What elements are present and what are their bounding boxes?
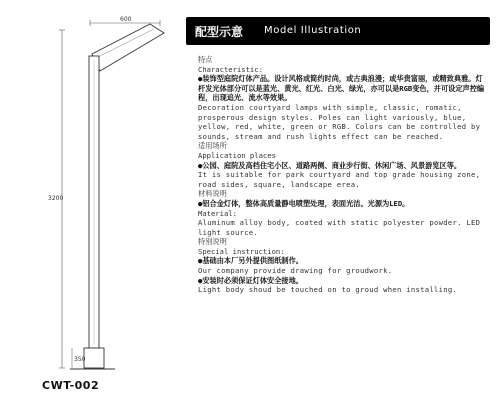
model-code: CWT-002 (42, 379, 100, 392)
material-heading-en: Material: (198, 208, 237, 218)
special-en-1: Our company provide drawing for groudwork. (198, 266, 393, 276)
material-en: Aluminum alloy body, coated with static polyester powder. LED light source. (198, 218, 485, 237)
places-cn: ●公园、庭院及高档住宅小区、道路两侧、商业步行街、休闲广场、风景游览区等。 (198, 160, 462, 170)
places-heading-en: Application places (198, 150, 276, 160)
characteristic-heading-en: Characteristic: (198, 64, 263, 74)
lamp-pole (89, 56, 99, 348)
characteristic-cn: ●装饰型庭院灯体产品。设计风格或简约时尚，或古典浪漫；或华贵富丽，或精致典雅。灯杆发光体部分可以是蓝光、黄光、红光、白光、绿光，亦可以是RGB变色，并可设定声控编程，出现追光、流水等效果。 (198, 74, 485, 103)
dim-top-label: 600 (120, 16, 132, 23)
material-cn: ●铝合金灯体，整体高质量静电喷塑处理，表面光洁。光源为LED。 (198, 198, 410, 208)
description-content (198, 55, 488, 295)
header-title-cn: 配型示意 (195, 25, 244, 39)
special-cn-2: ●安装时必须保证灯体安全接地。 (198, 275, 303, 285)
special-heading-en: Special instruction: (198, 246, 285, 256)
characteristic-en: Decoration courtyard lamps with simple, classic, romatic, prosperous design styles. Poles can light variously, blue, yellow, red, white, green or RGB. Colors can be controlled by sounds, stream and rush lights effect can be reached. (198, 102, 485, 141)
characteristic-heading-cn: 特点 (198, 55, 213, 64)
height-dimension (48, 30, 65, 368)
places-heading-cn: 适用场所 (198, 141, 227, 151)
lamp-drawing (0, 0, 180, 401)
special-heading-cn: 特别说明 (198, 237, 227, 247)
dim-base-label: 350 (74, 356, 86, 363)
special-cn-1: ●基础由本厂另外提供图纸制作。 (198, 256, 303, 266)
dim-height-label: 3200 (48, 195, 64, 202)
header-title-en: Model Illustration (264, 25, 362, 36)
special-en-2: Light body shoud be touched on to groud when installing. (198, 285, 458, 295)
places-en: It is suitable for park courtyard and top grade housing zone, road sides, square, landscape erea. (198, 170, 485, 189)
header-bar (186, 17, 490, 45)
lamp-arm (92, 24, 164, 71)
lamp-drawing-svg (0, 0, 180, 401)
material-heading-cn: 材料说明 (198, 189, 227, 199)
